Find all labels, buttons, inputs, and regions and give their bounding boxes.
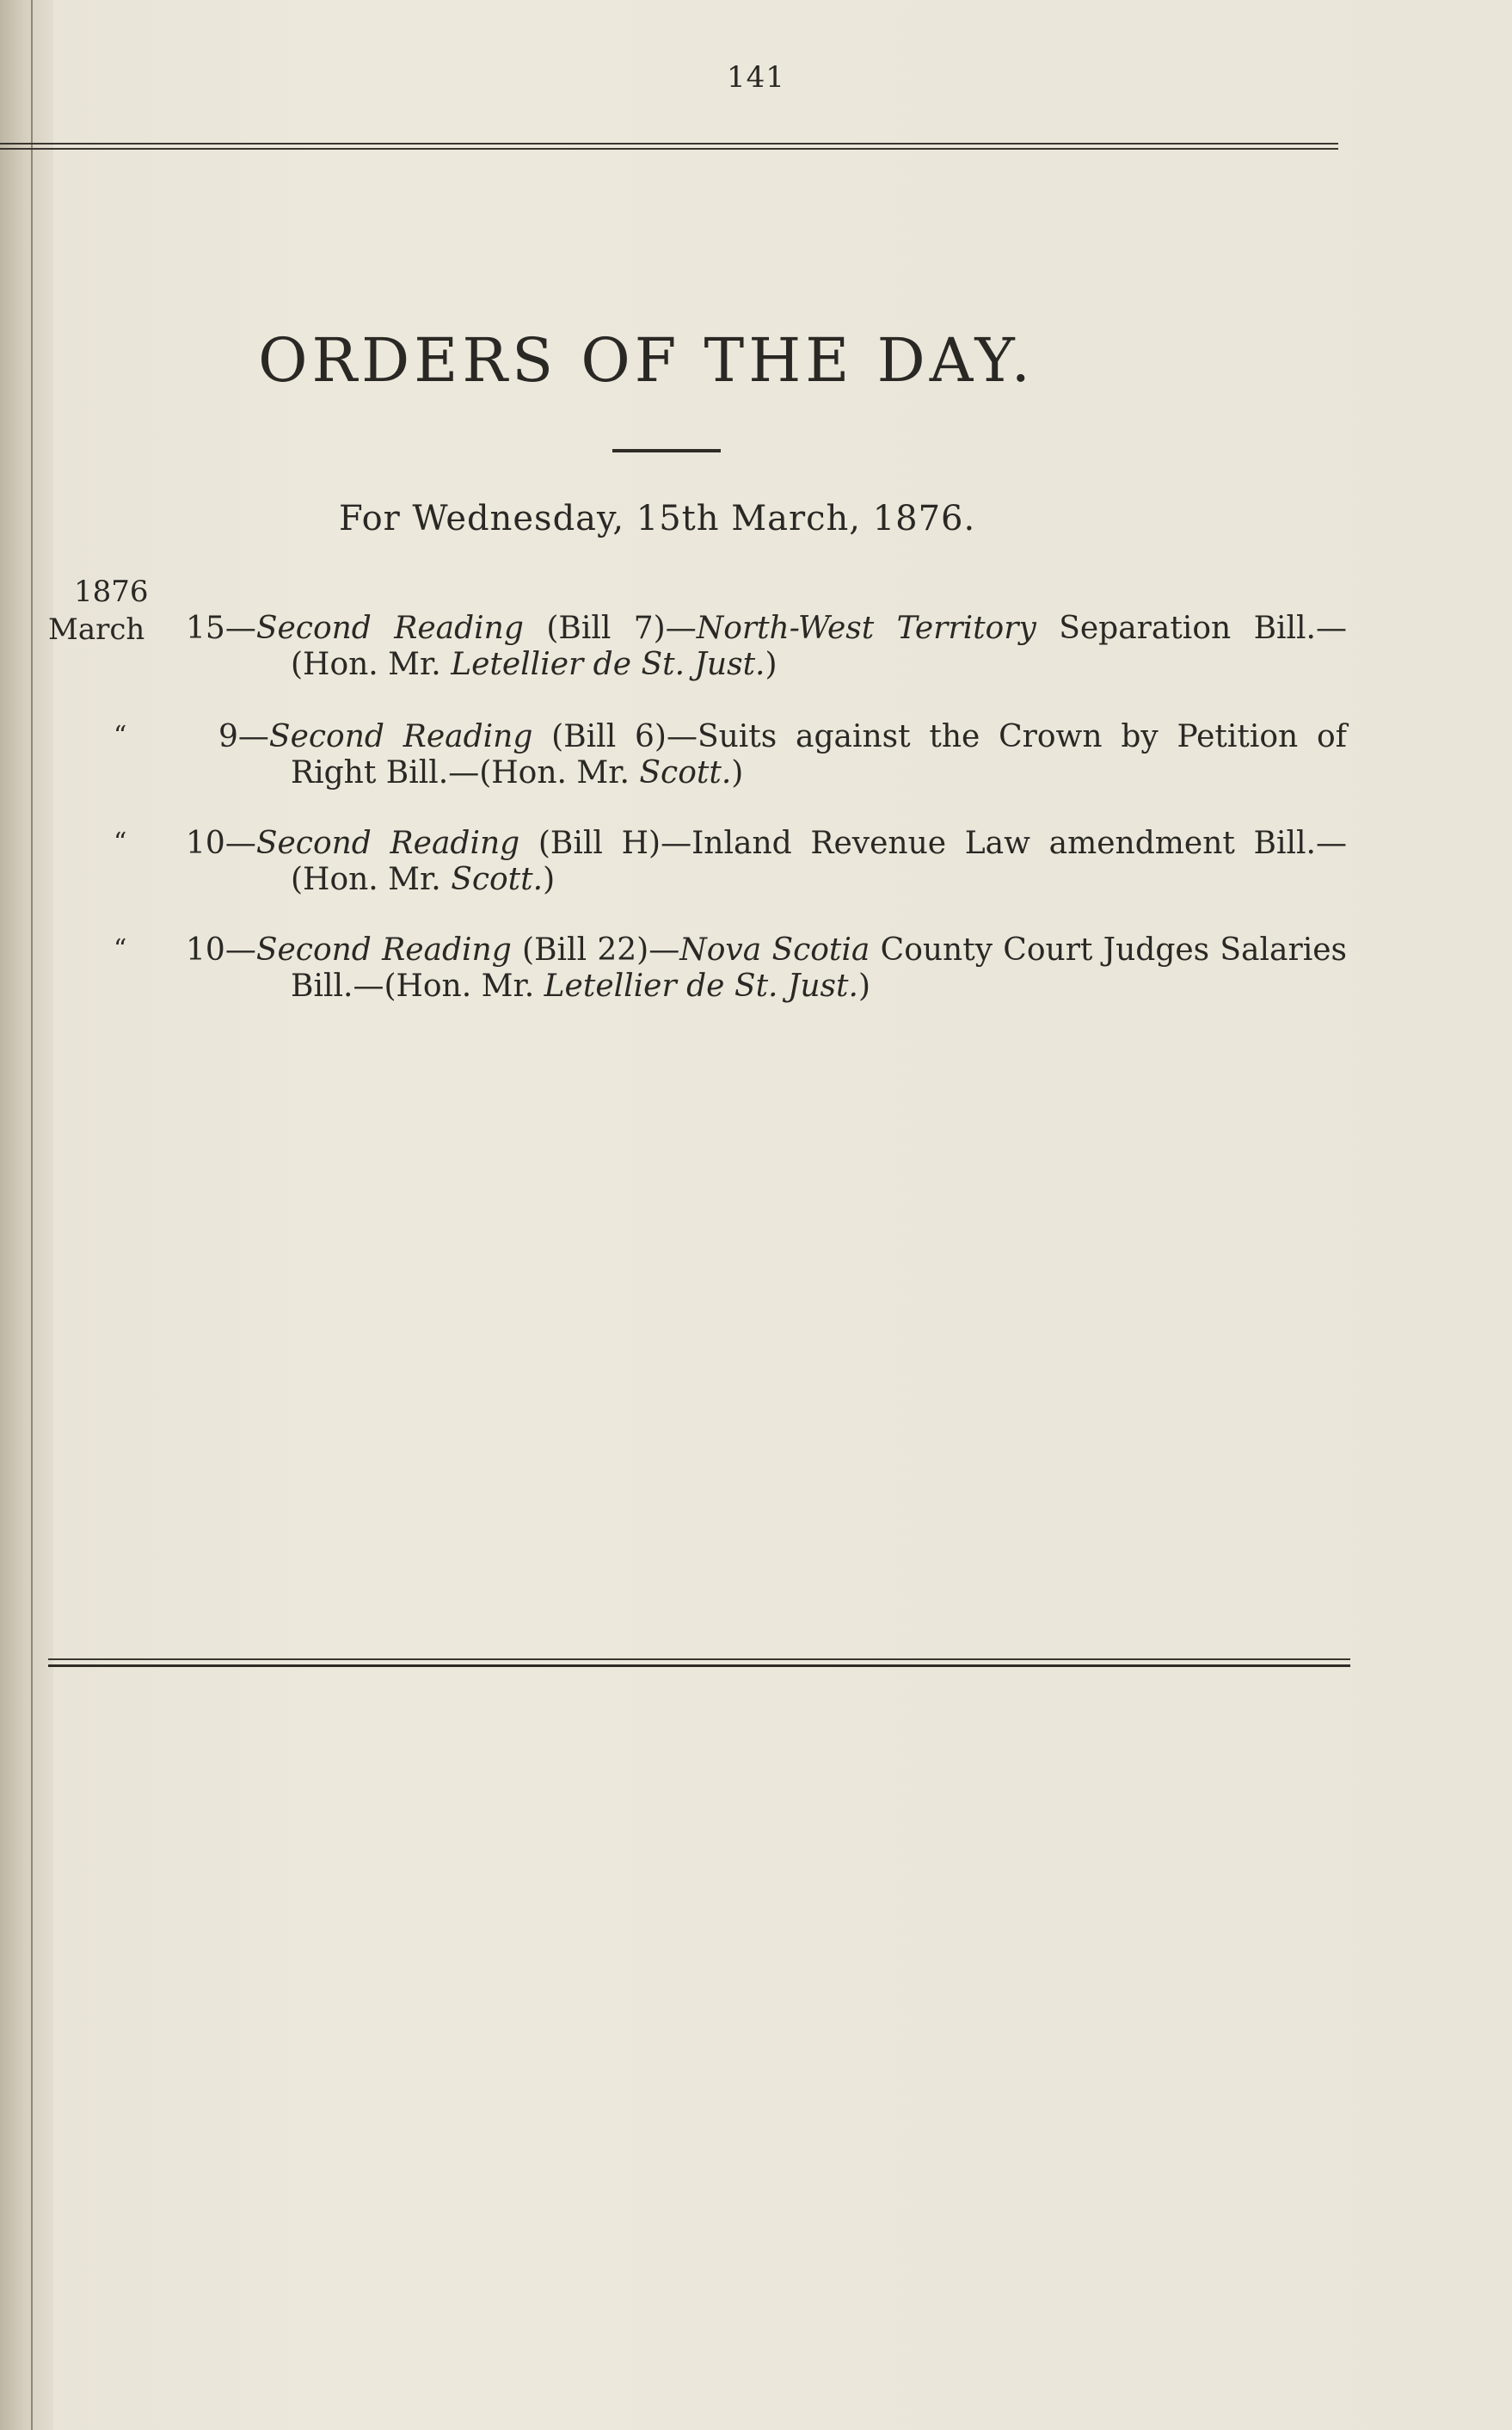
order-entry	[186, 932, 1347, 1005]
margin-year: 1876	[74, 575, 149, 609]
page-title: ORDERS OF THE DAY.	[258, 325, 1035, 396]
entry-line-1: 10—Second Reading (Bill H)—Inland Revenue Law amendment Bill.—	[186, 826, 1347, 861]
entry-member: Scott.	[451, 862, 544, 897]
entry-line-2: Right Bill.—(Hon. Mr. Scott.)	[291, 755, 744, 791]
entry-stage: Second Reading	[268, 719, 533, 754]
ditto-mark: “	[114, 827, 127, 858]
entry-member: Scott.	[639, 755, 732, 791]
ditto-mark: “	[114, 934, 127, 964]
entry-line-2: Bill.—(Hon. Mr. Letellier de St. Just.)	[291, 969, 870, 1004]
order-entry	[186, 719, 1347, 791]
entry-member: Letellier de St. Just.	[544, 969, 858, 1004]
entry-subject-italic: North-West Territory	[696, 611, 1036, 646]
entry-subject-italic: Nova Scotia	[679, 932, 870, 968]
ditto-mark: “	[114, 721, 127, 751]
margin-month: March	[48, 612, 145, 647]
page-subtitle: For Wednesday, 15th March, 1876.	[339, 499, 976, 538]
entry-line-2: (Hon. Mr. Scott.)	[291, 862, 556, 897]
header-double-rule	[0, 143, 1338, 151]
page-number: 141	[727, 60, 785, 95]
entry-line-1: 9—Second Reading (Bill 6)—Suits against the Crown by Petition of	[218, 719, 1347, 754]
entry-line-2: (Hon. Mr. Letellier de St. Just.)	[291, 647, 778, 682]
entry-stage: Second Reading	[255, 826, 520, 861]
entry-line-1: 15—Second Reading (Bill 7)—North-West Territory Separation Bill.—	[186, 611, 1348, 646]
footer-double-rule	[48, 1658, 1350, 1669]
order-entry	[186, 611, 1347, 683]
entry-stage: Second Reading	[255, 932, 512, 968]
title-divider	[612, 449, 721, 452]
order-entry	[186, 826, 1347, 898]
entry-stage: Second Reading	[255, 611, 524, 646]
entry-line-1: 10—Second Reading (Bill 22)—Nova Scotia County Court Judges Salaries	[186, 932, 1347, 968]
entry-member: Letellier de St. Just.	[451, 647, 765, 682]
